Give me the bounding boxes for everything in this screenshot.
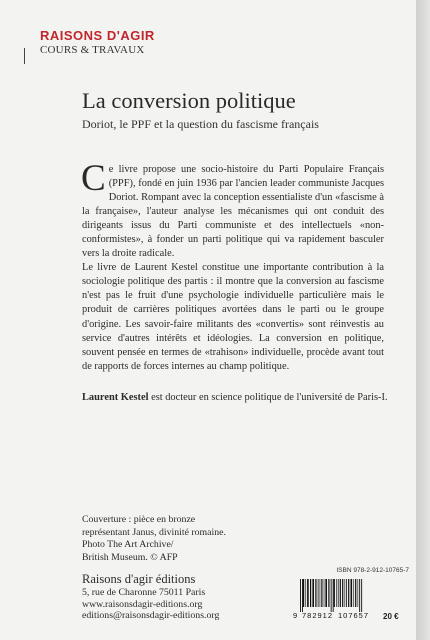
barcode-bar [338, 579, 339, 607]
barcode-bar [345, 579, 346, 607]
barcode-digit-first: 9 [293, 611, 298, 620]
brand-name: RAISONS D'AGIR [40, 28, 155, 43]
cover-credit [82, 514, 282, 564]
collection-name: COURS & TRAVAUX [40, 44, 145, 56]
barcode-guard-bar [333, 579, 334, 612]
isbn: ISBN 978-2-912-10765-7 [336, 567, 409, 574]
barcode-bar [307, 579, 309, 607]
barcode [292, 578, 378, 620]
barcode-guard-bar [302, 579, 303, 612]
author-name: Laurent Kestel [82, 392, 149, 403]
book-title: La conversion politique [82, 88, 296, 113]
barcode-guard-bar [359, 579, 360, 612]
barcode-bar [340, 579, 341, 607]
barcode-bar [346, 579, 347, 607]
blurb [81, 158, 384, 374]
barcode-bar [328, 579, 329, 607]
credit-line: représentant Janus, divinité romaine. [82, 526, 226, 538]
publisher-address: 5, rue de Charonne 75011 Paris [82, 587, 206, 598]
barcode-bar [325, 579, 327, 607]
barcode-bar [320, 579, 321, 607]
blurb-paragraph-1 [81, 158, 384, 261]
barcode-digits-right: 107657 [338, 611, 370, 620]
publisher-brand [40, 28, 190, 68]
barcode-bars [300, 579, 362, 612]
barcode-bar [305, 579, 306, 607]
barcode-bar [336, 579, 337, 607]
barcode-bar [312, 579, 314, 607]
barcode-guard-bar [361, 579, 362, 612]
price: 20 € [383, 612, 399, 621]
credit-line: Couverture : pièce en bronze [82, 514, 196, 525]
barcode-bar [310, 579, 311, 607]
book-subtitle: Doriot, le PPF et la question du fascisme français [82, 117, 319, 131]
barcode-guard-bar [331, 579, 332, 612]
barcode-bar [348, 579, 349, 607]
author-bio [82, 391, 392, 405]
barcode-bar [315, 579, 316, 607]
publisher-info [82, 572, 282, 622]
blurb-paragraph-2: Le livre de Laurent Kestel constitue une importante contribution à la sociologie politique des partis : il montre que la conversion au fascisme n'est pas le fruit d'une psychologie individuelle particulière mais le produit de carrières politiques avortées dans le parti ou le groupe d'origine. Les savoir-faire militants des «convertis» sont réinvestis au service d'autres intérêts et idéologies. La conversion en politique, souvent pensée en termes de «trahison» individuelle, procède avant tout de rapports de forces internes au champ politique. [82, 262, 384, 372]
barcode-bar [321, 579, 322, 607]
brand-divider [24, 48, 25, 64]
credit-line: Photo The Art Archive/ [82, 539, 174, 551]
dropcap: C [81, 158, 106, 199]
barcode-bar [318, 579, 319, 607]
publisher-website: www.raisonsdagir-editions.org [82, 598, 203, 610]
publisher-name: Raisons d'agir éditions [82, 572, 196, 586]
book-edge [416, 0, 430, 640]
blurb-paragraph-1-text: e livre propose une socio-histoire du Parti Populaire Français (PPF), fondé en juin 1936 par l'ancien leader communiste Jacques Doriot. Rompant avec la conception essentialiste d'un «fascisme à la française», l'auteur analyse les mécanismes qui ont conduit des dirigeants issus du Parti communiste et des intellectuels «non-conformistes», à fonder un parti politique qui va rapidement basculer vers la droite radicale. [82, 164, 384, 260]
barcode-bar [353, 579, 354, 607]
publisher-email: editions@raisonsdagir-editions.org [82, 610, 220, 622]
barcode-bar [358, 579, 359, 607]
barcode-bar [303, 579, 304, 607]
barcode-bar [324, 579, 325, 607]
author-bio-text: est docteur en science politique de l'université de Paris-I. [148, 392, 388, 403]
barcode-bar [351, 579, 353, 607]
barcode-bar [334, 579, 335, 607]
barcode-digits-left: 782912 [302, 611, 334, 620]
barcode-guard-bar [300, 579, 301, 612]
credit-line: British Museum. © AFP [82, 551, 178, 563]
barcode-bar [342, 579, 343, 607]
barcode-bar [355, 579, 356, 607]
